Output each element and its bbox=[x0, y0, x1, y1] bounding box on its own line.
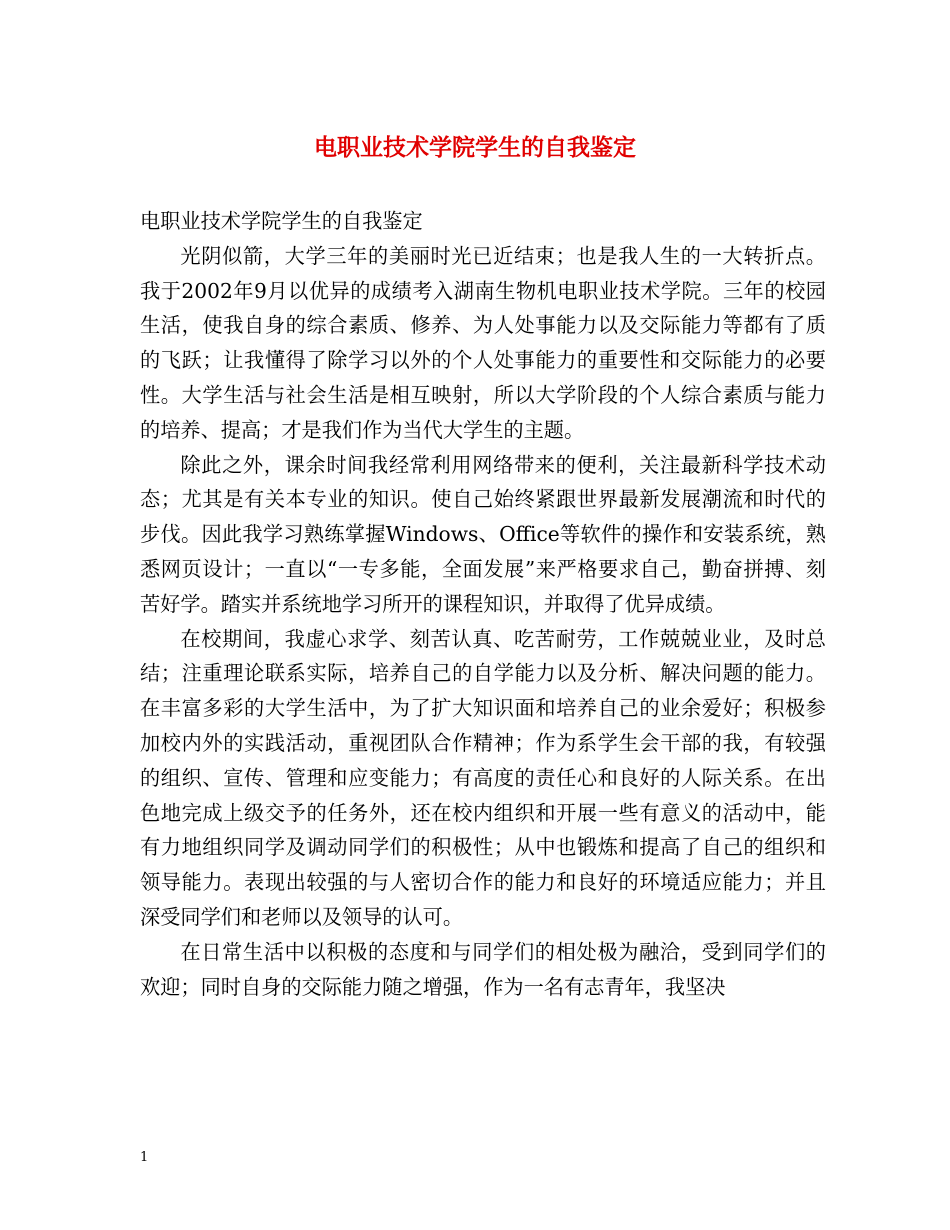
document-body bbox=[140, 204, 826, 1004]
document-title: 电职业技术学院学生的自我鉴定 bbox=[314, 134, 636, 161]
document-subtitle: 电职业技术学院学生的自我鉴定 bbox=[140, 209, 423, 233]
paragraph-2: 除此之外，课余时间我经常利用网络带来的便利，关注最新科学技术动态；尤其是有关本专业的知识。使自己始终紧跟世界最新发展潮流和时代的步伐。因此我学习熟练掌握Windows、Office等软件的操作和安装系统，熟悉网页设计；一直以“一专多能，全面发展”来严格要求自己，勤奋拼搏、刻苦好学。踏实并系统地学习所开的课程知识，并取得了优异成绩。 bbox=[140, 452, 826, 616]
page-number: 1 bbox=[140, 1150, 149, 1165]
paragraph-1: 光阴似箭，大学三年的美丽时光已近结束；也是我人生的一大转折点。我于2002年9月以优异的成绩考入湖南生物机电职业技术学院。三年的校园生活，使我自身的综合素质、修养、为人处事能力以及交际能力等都有了质的飞跃；让我懂得了除学习以外的个人处事能力的重要性和交际能力的必要性。大学生活与社会生活是相互映射，所以大学阶段的个人综合素质与能力的培养、提高；才是我们作为当代大学生的主题。 bbox=[140, 243, 826, 442]
paragraph-4: 在日常生活中以积极的态度和与同学们的相处极为融洽，受到同学们的欢迎；同时自身的交际能力随之增强，作为一名有志青年，我坚决 bbox=[140, 939, 826, 999]
paragraph-3: 在校期间，我虚心求学、刻苦认真、吃苦耐劳，工作兢兢业业，及时总结；注重理论联系实际，培养自己的自学能力以及分析、解决问题的能力。在丰富多彩的大学生活中，为了扩大知识面和培养自己的业余爱好；积极参加校内外的实践活动，重视团队合作精神；作为系学生会干部的我，有较强的组织、宣传、管理和应变能力；有高度的责任心和良好的人际关系。在出色地完成上级交予的任务外，还在校内组织和开展一些有意义的活动中，能有力地组织同学及调动同学们的积极性；从中也锻炼和提高了自己的组织和领导能力。表现出较强的与人密切合作的能力和良好的环境适应能力；并且深受同学们和老师以及领导的认可。 bbox=[140, 626, 826, 929]
